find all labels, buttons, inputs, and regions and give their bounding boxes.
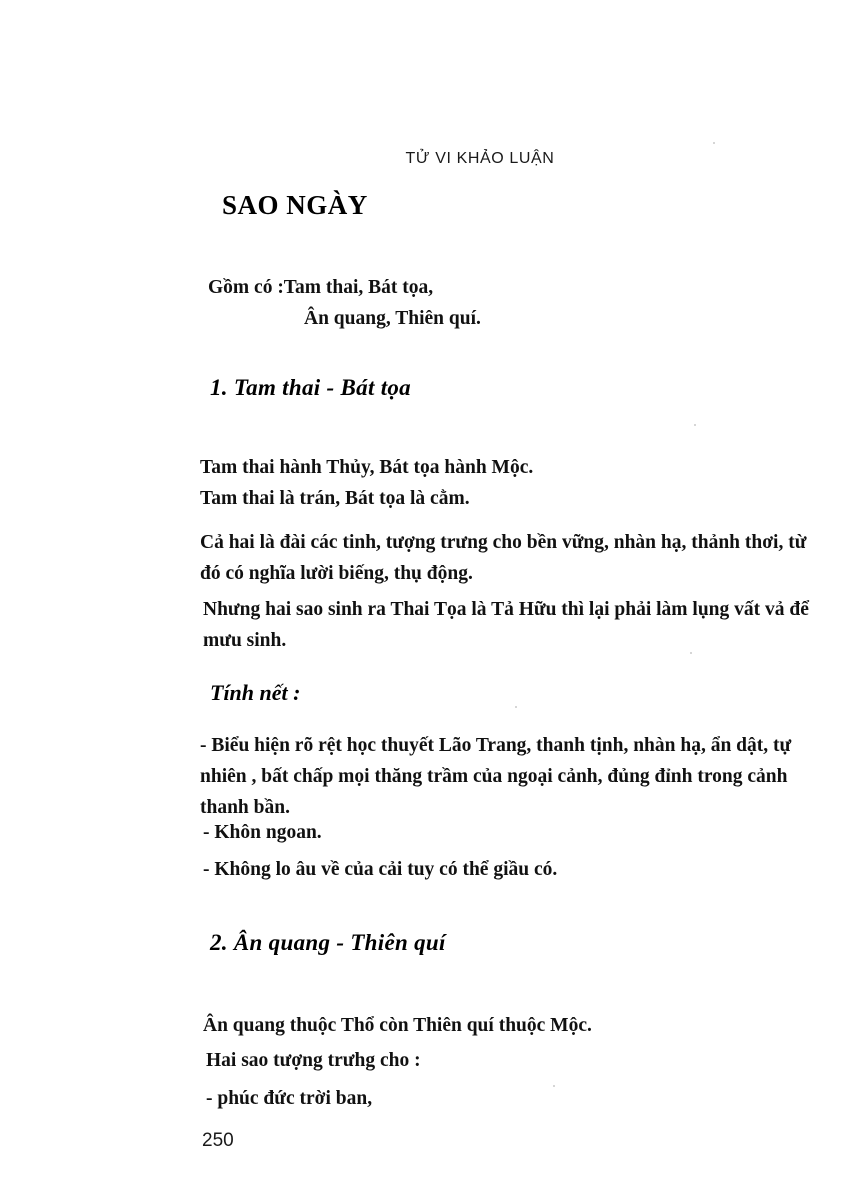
paragraph-tam-thai-location: Tam thai là trán, Bát tọa là cằm. [200, 488, 470, 509]
intro-line-2: Ân quang, Thiên quí. [304, 308, 481, 329]
trait-item-1: - Biểu hiện rõ rệt học thuyết Lão Trang, thanh tịnh, nhàn hạ, ẩn dật, tự nhiên , bất chấp mọi thăng trầm của ngoại cảnh, đủng đỉnh trong cảnh thanh bần. [200, 735, 792, 818]
subheading-traits: Tính nết : [210, 680, 301, 705]
paragraph-an-quang-symbolise: Hai sao tượng trưhg cho : [206, 1050, 421, 1071]
paragraph-tam-thai-caveat: Nhưng hai sao sinh ra Thai Tọa là Tả Hữu thì lại phải làm lụng vất vả để mưu sinh. [203, 599, 809, 651]
scan-speckle [515, 706, 517, 708]
paragraph-tam-thai-meaning: Cả hai là đài các tinh, tượng trưng cho bền vững, nhàn hạ, thảnh thơi, từ đó có nghĩa lười biếng, thụ động. [200, 532, 807, 584]
an-quang-bullet-1: - phúc đức trời ban, [206, 1088, 373, 1109]
scan-speckle [713, 142, 715, 144]
scan-speckle [690, 652, 692, 654]
trait-item-3: - Không lo âu về của cải tuy có thể giầu có. [203, 859, 558, 880]
intro-star-list [208, 272, 833, 334]
page-number: 250 [202, 1130, 234, 1151]
running-head: TỬ VI KHẢO LUẬN [405, 150, 555, 167]
intro-line-1: Gồm có :Tam thai, Bát tọa, [208, 277, 434, 298]
section-heading-2: 2. Ân quang - Thiên quí [210, 930, 446, 955]
scan-speckle [553, 1085, 555, 1087]
chapter-title: SAO NGÀY [222, 190, 368, 220]
section-heading-1: 1. Tam thai - Bát tọa [210, 375, 411, 400]
scan-speckle [694, 424, 696, 426]
paragraph-an-quang-elements: Ân quang thuộc Thổ còn Thiên quí thuộc Mộc. [203, 1015, 592, 1036]
paragraph-tam-thai-elements: Tam thai hành Thủy, Bát tọa hành Mộc. [200, 457, 534, 478]
trait-item-2: - Khôn ngoan. [203, 822, 322, 843]
